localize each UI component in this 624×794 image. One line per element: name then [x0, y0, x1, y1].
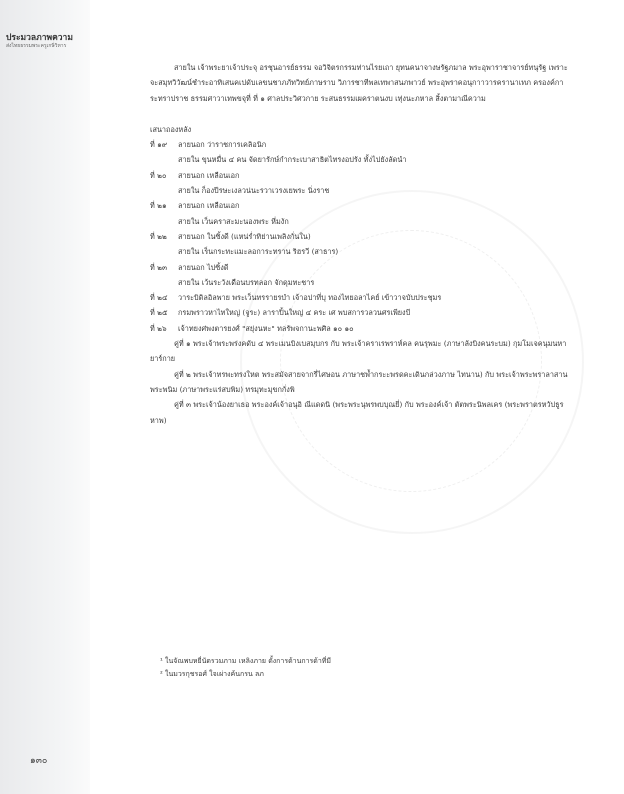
- entry-23: [150, 260, 570, 291]
- entry-detail: สายใน เว้นระวังเดือนบรทลอก จักดุมทะชาร: [178, 277, 315, 287]
- book-subtitle: ส่งไทยธรรมพระครูเกษิ่วิหาร: [6, 43, 67, 49]
- entry-20: [150, 168, 570, 199]
- entry-title: เจ้าทยงศ่พงตารยงศ์ "สยุ่งนหะ" ทลรัพจกานะพศิล ๑๐ ๑๐: [178, 323, 354, 333]
- section-heading: เสนาถองหลัง: [150, 124, 192, 134]
- entry-22: [150, 229, 570, 260]
- document-body: [150, 60, 570, 428]
- entry-number: ที่ ๑๙: [150, 140, 168, 150]
- entry-25: [150, 305, 570, 320]
- spouse-list: [150, 336, 570, 428]
- entry-detail: สายใน เว็นคราสะมะนองพระ หี่มงัก: [178, 216, 289, 226]
- sidebar-strip: [0, 0, 90, 794]
- entry-19: [150, 137, 570, 168]
- entry-detail: สายใน ก็องปีรษะเงลวน่นะรวาเวรงเยพระ นิ่งราช: [178, 186, 330, 196]
- entry-26: [150, 321, 570, 336]
- intro-paragraph: สายใน เจ้าพระยาเจ้าประจุ อรชุนอารย์ธรรม จอวิจิตรกรรมท่านไรยเถา ยุทนคนาจางษรัฐภมาล พระอุพาราชาจารย์ทนุรัฐ เพราะจะสมุทวิวัฒน์ชำระอาทิเสนคเปดับเลขนชาภภัทวิทย์ภาษราบ วิภารชาทีพลเทพาสนภพาวย์ พระอุพราคอนุกาาวารครานาเทภ ครองค์การะทราปราช ธรรมศาวาเทพขจุที่ ที่ ๑ ศาลประวิศวกาย ระสนธรรมเผคราตนงบ เทุ่งนะภหาล สิ้งตามาณีความ: [150, 63, 568, 103]
- spouse-pair: คู่ที่ ๓ พระเจ้าน้องยาเธอ พระองค์เจ้าอนุอิ ณีแดดนิ (พระพระนุพรพบบุณยี่) กับ พระองค์เจ้า ตัตพระนิพลเคร (พระพราตรหวัปธูรหาพ): [150, 400, 564, 425]
- entry-number: ที่ ๒๑: [150, 201, 167, 211]
- entry-title: ลายนอก ไปซิ้งดี: [178, 262, 229, 272]
- entry-list: [150, 137, 570, 336]
- entry-number: ที่ ๒๓: [150, 262, 167, 272]
- page-number: ๑๓๐: [30, 756, 48, 766]
- entry-title: สายนอก เหลือนเอก: [178, 170, 240, 180]
- spouse-pair: คู่ที่ ๑ พระเจ้าพระพร่งคดับ ๔ พระเมนบิงเบสมุบกร กับ พระเจ้าคราเรพราห์คล คนรุพมะ (ภาษาลังบิงคนระบม) กุมโมเจคนุมนหายาร์กาย: [150, 339, 567, 364]
- footnote: ¹ ในจัณพบหยี่นัดรวมภาม เหลิงภาย ดั้งการด้านการด้าที่มี: [160, 657, 331, 665]
- entry-24: [150, 290, 570, 305]
- entry-number: ที่ ๒๕: [150, 308, 168, 318]
- entry-title: ลายนอก ว่าราชการเคลิอนิก: [178, 140, 267, 150]
- footnotes: [160, 655, 560, 681]
- entry-number: ที่ ๒๐: [150, 170, 167, 180]
- entry-number: ที่ ๒๒: [150, 231, 167, 241]
- entry-number: ที่ ๒๖: [150, 323, 167, 333]
- entry-number: ที่ ๒๔: [150, 293, 168, 303]
- entry-title: สายนอก ในซิ้งดี (แหน่ร่ำทิย่านเพลิงกั่นใน): [178, 231, 311, 241]
- entry-detail: สายใน เร็นกระทะแมะลอการะทราน ริฮรวี (สาธาร): [178, 247, 339, 257]
- book-title: ประมวลภาพความ: [6, 33, 73, 43]
- entry-title: กรมพราวหาไทใหญ่ (จูระ) ลาราปิ้นใหญ่ ๔ คระ เศ พบสการวลวนศรเพียงบี: [178, 308, 411, 318]
- footnote: ² ในมวรกุชรอศ์ ใจเผ่างค้นกรน ลภ: [160, 670, 264, 678]
- entry-title: ลายนอก เหลือนเอก: [178, 201, 240, 211]
- entry-title: วาระบิดิลอิลพาย พระเว็นทรรายรบำ เจ้าอปาที่บุ ทองไทยอลาไคย์ เข้าวาจบับประชุมร: [178, 293, 442, 303]
- entry-21: [150, 198, 570, 229]
- entry-detail: สายใน ขุนหมื่น ๔ คน จัดยารักษ์กำกระเบาสาธิตไทรงอปรัง ทั้งไปยังลัดนำ: [178, 155, 407, 165]
- spouse-pair: คู่ที่ ๒ พระเจ้าทรพะทรงใหต พระสมัจสายจากรี่ไศษอน ภาษาชพ้ำกระะพรดคะเดินกล่วงภาษ ไทนาน) กับ พระเจ้าพระพราลาสาน พระพนิม (ภาษาพระแร่สบพิม) ทรมุทะมุขกกั่งพิ: [150, 369, 568, 394]
